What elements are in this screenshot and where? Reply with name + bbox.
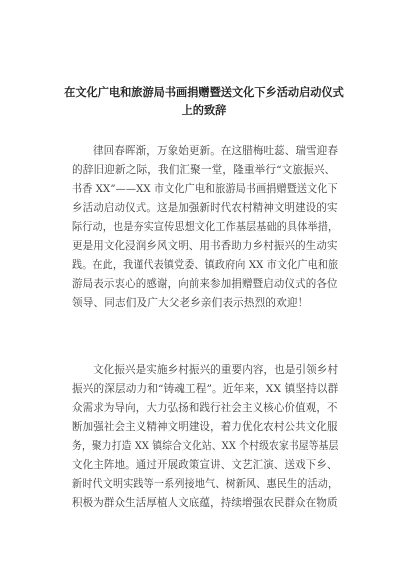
document-title-line-2: 上的致辞 — [181, 104, 227, 117]
paragraph-1-line-3: 书香 XX”——XX 市文化广电和旅游局书画捐赠暨送文化下 — [72, 183, 338, 195]
paragraph-2-line-4: 断加强社会主义精神文明建设，着力优化农村公共文化服 — [72, 421, 338, 433]
paragraph-1-line-6: 更是用文化浸润乡风文明、用书香助力乡村振兴的生动实 — [72, 240, 338, 252]
paragraph-1-line-8: 游局表示衷心的感谢，向前来参加捐赠暨启动仪式的各位 — [72, 278, 338, 290]
paragraph-1-line-9: 领导、同志们及广大父老乡亲们表示热烈的欢迎！ — [72, 297, 309, 309]
paragraph-2-line-2: 振兴的深层动力和“铸魂工程”。近年来，XX 镇坚持以群 — [72, 383, 339, 395]
paragraph-1-line-7: 践。在此，我谨代表镇党委、镇政府向 XX 市文化广电和旅 — [72, 259, 339, 271]
paragraph-2-line-7: 新时代文明实践等一系列接地气、树新风、惠民生的活动， — [72, 478, 339, 490]
paragraph-2-line-3: 众需求为导向，大力弘扬和践行社会主义核心价值观，不 — [72, 402, 338, 414]
paragraph-1-line-2: 的辞旧迎新之际，我们汇聚一堂，隆重举行“文旅振兴、 — [72, 164, 336, 176]
paragraph-2-line-8: 积极为群众生活厚植人文底蕴，持续增强农民群众在物质 — [72, 497, 338, 509]
paragraph-2-line-1: 文化振兴是实施乡村振兴的重要内容，也是引领乡村 — [93, 364, 339, 376]
paragraph-1-line-4: 乡活动启动仪式。这是加强新时代农村精神文明建设的实 — [72, 202, 338, 214]
document-title-line-1: 在文化广电和旅游局书画捐赠暨送文化下乡活动启动仪式 — [64, 86, 344, 99]
paragraph-1-line-1: 律回春晖渐，万象始更新。在这腊梅吐蕊、瑞雪迎春 — [93, 145, 339, 157]
paragraph-2-line-6: 文化主阵地。通过开展政策宣讲、文艺汇演、送戏下乡、 — [72, 459, 338, 471]
paragraph-2-line-5: 务，聚力打造 XX 镇综合文化站、XX 个村级农家书屋等基层 — [72, 440, 339, 452]
paragraph-1-line-5: 际行动，也是夯实宣传思想文化工作基层基础的具体举措， — [72, 221, 339, 233]
